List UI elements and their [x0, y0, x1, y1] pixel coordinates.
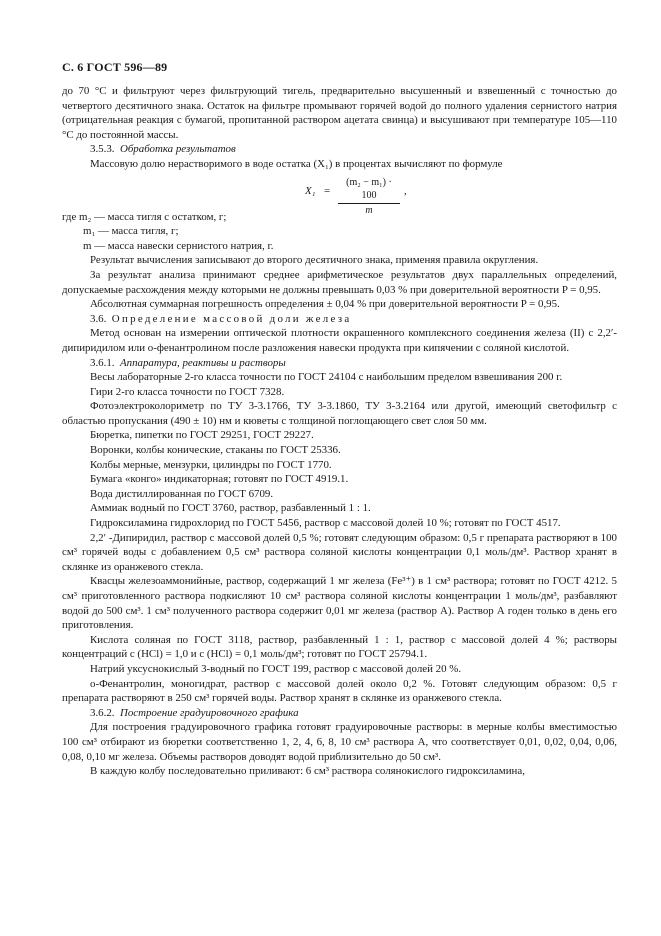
section-heading-3-6-2: [62, 706, 617, 721]
paragraph: Для построения градуировочного графика готовят градуировочные растворы: в мерные колбы вместимостью 100 см³ отбирают из бюретки соответственно 1, 2, 4, 6, 8, 10 см³ раствора А, что соответствует 0,01, 0,02, 0,04, 0,06, 0,08, 0,10 мг железа. Объемы растворов доводят водой приблизительно до 50 см³.: [62, 721, 617, 763]
paragraph: Метод основан на измерении оптической плотности окрашенного комплексного соединения железа (II) с 2,2′-дипиридилом или о-фенантролином после разложения навески продукта при кипячении с соляной кислотой.: [62, 327, 617, 354]
paragraph: Колбы мерные, мензурки, цилиндры по ГОСТ 1770.: [90, 458, 332, 471]
paragraph: Кислота соляная по ГОСТ 3118, раствор, разбавленный 1 : 1, раствор с массовой долей 4 %; растворы концентраций с (HCl) = 1,0 и с (HCl) = 0,1 моль/дм³; готовят по ГОСТ 25794.1.: [62, 633, 617, 661]
paragraph: Гидроксиламина гидрохлорид по ГОСТ 5456, раствор с массовой долей 10 %; готовят по ГОСТ 4517.: [90, 517, 561, 530]
paragraph: до 70 °С и фильтруют через фильтрующий тигель, предварительно высушенный и взвешенный с точностью до четвертого десятичного знака. Остаток на фильтре промывают горячей водой до полного удаления сернистого натрия (отрицательная реакция с бумагой, пропитанной раствором ацетата свинца) и высушивают при температуре 105—110 °С до постоянной массы.: [62, 85, 617, 141]
formula-numerator: (m₂ − m₁) · 100: [338, 176, 400, 204]
formula-equals: =: [324, 184, 331, 197]
paragraph: Бюретка, пипетки по ГОСТ 29251, ГОСТ 29227.: [90, 429, 314, 442]
section-number: 3.6.1.: [90, 356, 115, 369]
formula-fraction: [338, 176, 400, 217]
formula-denominator: m: [365, 204, 373, 216]
section-number: 3.6.2.: [90, 706, 115, 719]
definition-row: где m₂ — масса тигля с остатком, г;: [62, 210, 227, 223]
paragraph: Массовую долю нерастворимого в воде остатка (X₁) в процентах вычисляют по формуле: [90, 157, 503, 170]
formula: [102, 176, 617, 216]
section-title: Аппаратура, реактивы и растворы: [119, 356, 286, 369]
paragraph: Весы лабораторные 2-го класса точности по ГОСТ 24104 с наибольшим пределом взвешивания 200 г.: [90, 371, 563, 384]
definition-row: m₁ — масса тигля, г;: [83, 225, 179, 238]
paragraph: Результат вычисления записывают до второго десятичного знака, применяя правила округления.: [90, 254, 539, 267]
paragraph: За результат анализа принимают среднее арифметическое результатов двух параллельных определений, допускаемые расхождения между которыми не должны превышать 0,03 % при доверительной вероятности P = 0,95.: [62, 268, 617, 296]
section-number: 3.6.: [90, 312, 107, 325]
section-number: 3.5.3.: [90, 143, 115, 156]
section-title: Определение массовой доли железа: [111, 312, 352, 325]
paragraph: Воронки, колбы конические, стаканы по ГОСТ 25336.: [90, 444, 341, 457]
document-body: [62, 84, 617, 779]
section-title: Обработка результатов: [119, 143, 236, 156]
section-title: Построение градуировочного графика: [119, 706, 299, 719]
paragraph: о-Фенантролин, моногидрат, раствор с массовой долей около 0,2 %. Готовят следующим образом: 0,5 г препарата растворяют в 250 см³ горячей воды. Раствор хранят в склянке из оранжевого стекла.: [62, 677, 617, 705]
paragraph: Фотоэлектроколориметр по ТУ 3-3.1766, ТУ 3-3.1860, ТУ 3-3.2164 или другой, имеющий светофильтр с областью пропускания (490 ± 10) нм и кюветы с толщиной поглощающего свет слоя 50 мм.: [62, 400, 617, 427]
section-heading-3-6: [62, 312, 617, 327]
paragraph: Бумага «конго» индикаторная; готовят по ГОСТ 4919.1.: [90, 473, 349, 486]
paragraph: Аммиак водный по ГОСТ 3760, раствор, разбавленный 1 : 1.: [90, 502, 371, 515]
paragraph: Абсолютная суммарная погрешность определения ± 0,04 % при доверительной вероятности P = 0,95.: [90, 298, 560, 311]
definition-row: m — масса навески сернистого натрия, г.: [83, 239, 274, 252]
paragraph: 2,2′ -Дипиридил, раствор с массовой долей 0,5 %; готовят следующим образом: 0,5 г препарата растворяют в 100 см³ горячей воды с добавлением 0,5 см³ раствора соляной кислоты концентрации 0,1 моль/дм³. Раствор хранят в склянке из оранжевого стекла.: [62, 531, 617, 573]
formula-comma: ,: [404, 184, 407, 197]
page-header: С. 6 ГОСТ 596—89: [62, 60, 168, 74]
paragraph: Вода дистиллированная по ГОСТ 6709.: [90, 487, 274, 500]
section-heading-3-5-3: [62, 142, 617, 157]
formula-lhs: X₁: [305, 184, 316, 197]
paragraph: Гири 2-го класса точности по ГОСТ 7328.: [90, 385, 285, 398]
paragraph: Квасцы железоаммонийные, раствор, содержащий 1 мг железа (Fe³⁺) в 1 см³ раствора; готовят по ГОСТ 4212. 5 см³ приготовленного раствора подкисляют 10 см³ раствора соляной кислоты концентрации 1 моль/дм³, разбавляют водой до 500 см³. 1 см³ полученного раствора содержит 0,01 мг железа (раствор А). Раствор А годен только в день его приготовления.: [62, 575, 617, 632]
paragraph: Натрий уксуснокислый 3-водный по ГОСТ 199, раствор с массовой долей 20 %.: [90, 662, 462, 675]
section-heading-3-6-1: [62, 356, 617, 371]
paragraph: В каждую колбу последовательно приливают: 6 см³ раствора солянокислого гидроксиламина,: [90, 765, 525, 778]
